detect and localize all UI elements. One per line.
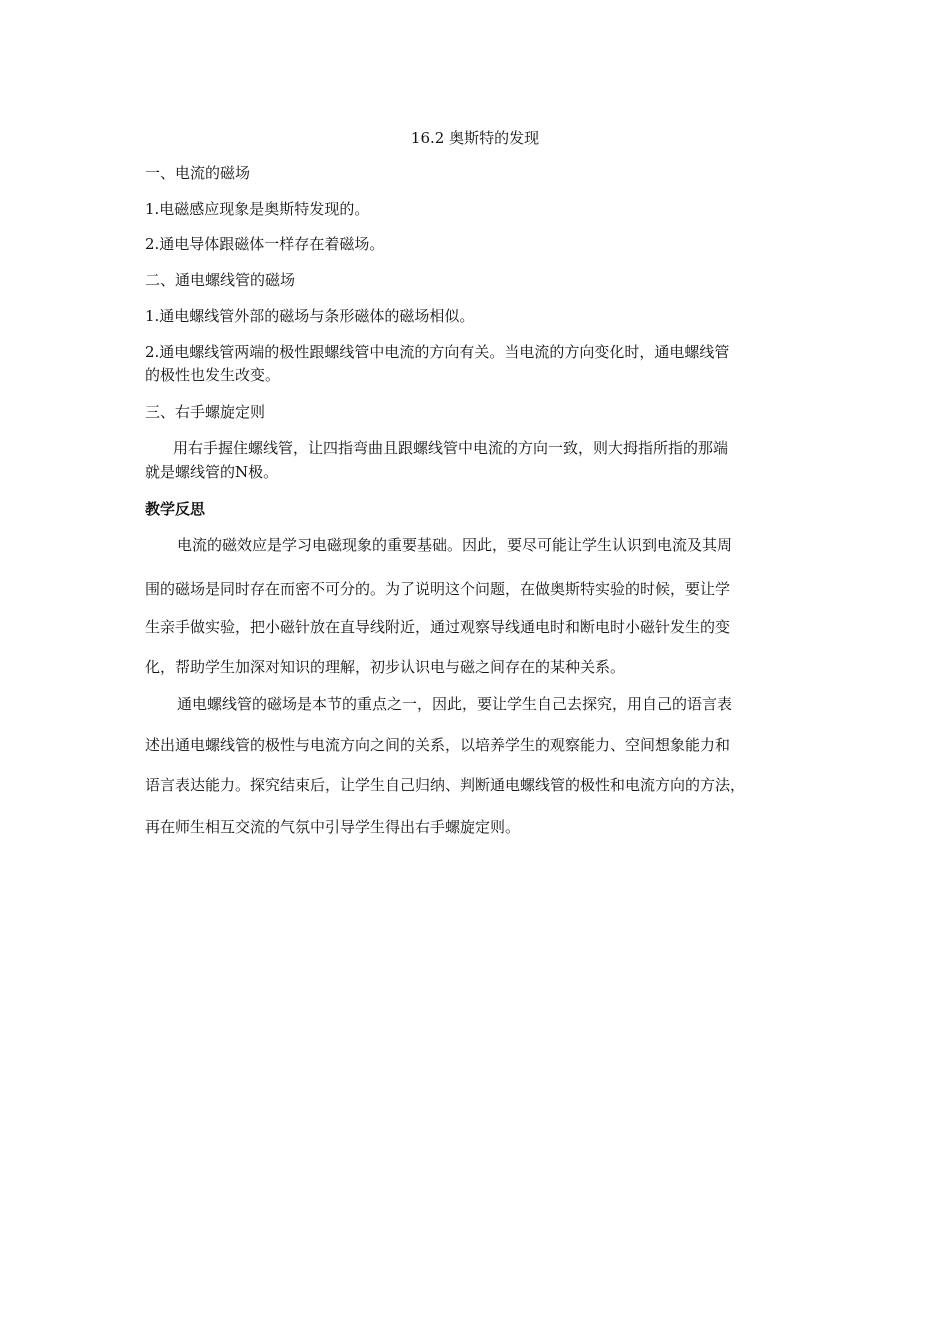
paragraph-line-wrap	[145, 735, 815, 755]
list-item-text: 1.电磁感应现象是奥斯特发现的。	[145, 200, 370, 218]
list-item	[145, 306, 815, 326]
paragraph-line: 生亲手做实验，把小磁针放在直导线附近，通过观察导线通电时和断电时小磁针发生的变	[145, 618, 731, 636]
paragraph-line: 述出通电螺线管的极性与电流方向之间的关系，以培养学生的观察能力、空间想象能力和	[145, 736, 731, 754]
paragraph-line: 电流的磁效应是学习电磁现象的重要基础。因此，要尽可能让学生认识到电流及其周	[177, 536, 733, 554]
section-heading-solenoid-field	[145, 270, 815, 290]
list-item-text: 1.通电螺线管外部的磁场与条形磁体的磁场相似。	[145, 307, 475, 325]
list-item-text: 2.通电导体跟磁体一样存在着磁场。	[145, 235, 385, 253]
paragraph-line-wrap	[145, 775, 815, 795]
list-item-text: 2.通电螺线管两端的极性跟螺线管中电流的方向有关。当电流的方向变化时，通电螺线管	[145, 343, 730, 361]
paragraph-line: 通电螺线管的磁场是本节的重点之一，因此，要让学生自己去探究，用自己的语言表	[177, 695, 733, 713]
reflection-paragraph-2	[145, 694, 815, 714]
paragraph-line: 语言表达能力。探究结束后，让学生自己归纳、判断通电螺线管的极性和电流方向的方法，	[145, 776, 746, 794]
list-item	[145, 342, 815, 385]
list-item	[145, 199, 815, 219]
section-heading: 一、电流的磁场	[145, 164, 251, 182]
paragraph-line: 化，帮助学生加深对知识的理解，初步认识电与磁之间存在的某种关系。	[145, 658, 626, 676]
paragraph-line: 就是螺线管的N极。	[145, 463, 279, 481]
paragraph-line: 围的磁场是同时存在而密不可分的。为了说明这个问题，在做奥斯特实验的时候，要让学	[145, 580, 731, 598]
paragraph-line-wrap	[145, 817, 815, 837]
section-heading-right-hand-rule	[145, 402, 815, 422]
paragraph-line: 再在师生相互交流的气氛中引导学生得出右手螺旋定则。	[145, 818, 521, 836]
paragraph	[145, 438, 815, 482]
section-heading-current-field	[145, 163, 815, 183]
list-item-text: 的极性也发生改变。	[145, 366, 281, 384]
reflection-heading	[145, 499, 815, 519]
paragraph-line-wrap	[145, 579, 815, 599]
paragraph-line-wrap	[145, 657, 815, 677]
section-heading: 二、通电螺线管的磁场	[145, 271, 296, 289]
document-title: 16.2 奥斯特的发现	[410, 129, 540, 147]
section-heading: 教学反思	[145, 500, 206, 518]
section-heading: 三、右手螺旋定则	[145, 403, 266, 421]
list-item	[145, 234, 815, 254]
paragraph-line-wrap	[145, 617, 815, 637]
paragraph-line: 用右手握住螺线管，让四指弯曲且跟螺线管中电流的方向一致，则大拇指所指的那端	[173, 439, 729, 457]
reflection-paragraph-1	[145, 535, 815, 555]
